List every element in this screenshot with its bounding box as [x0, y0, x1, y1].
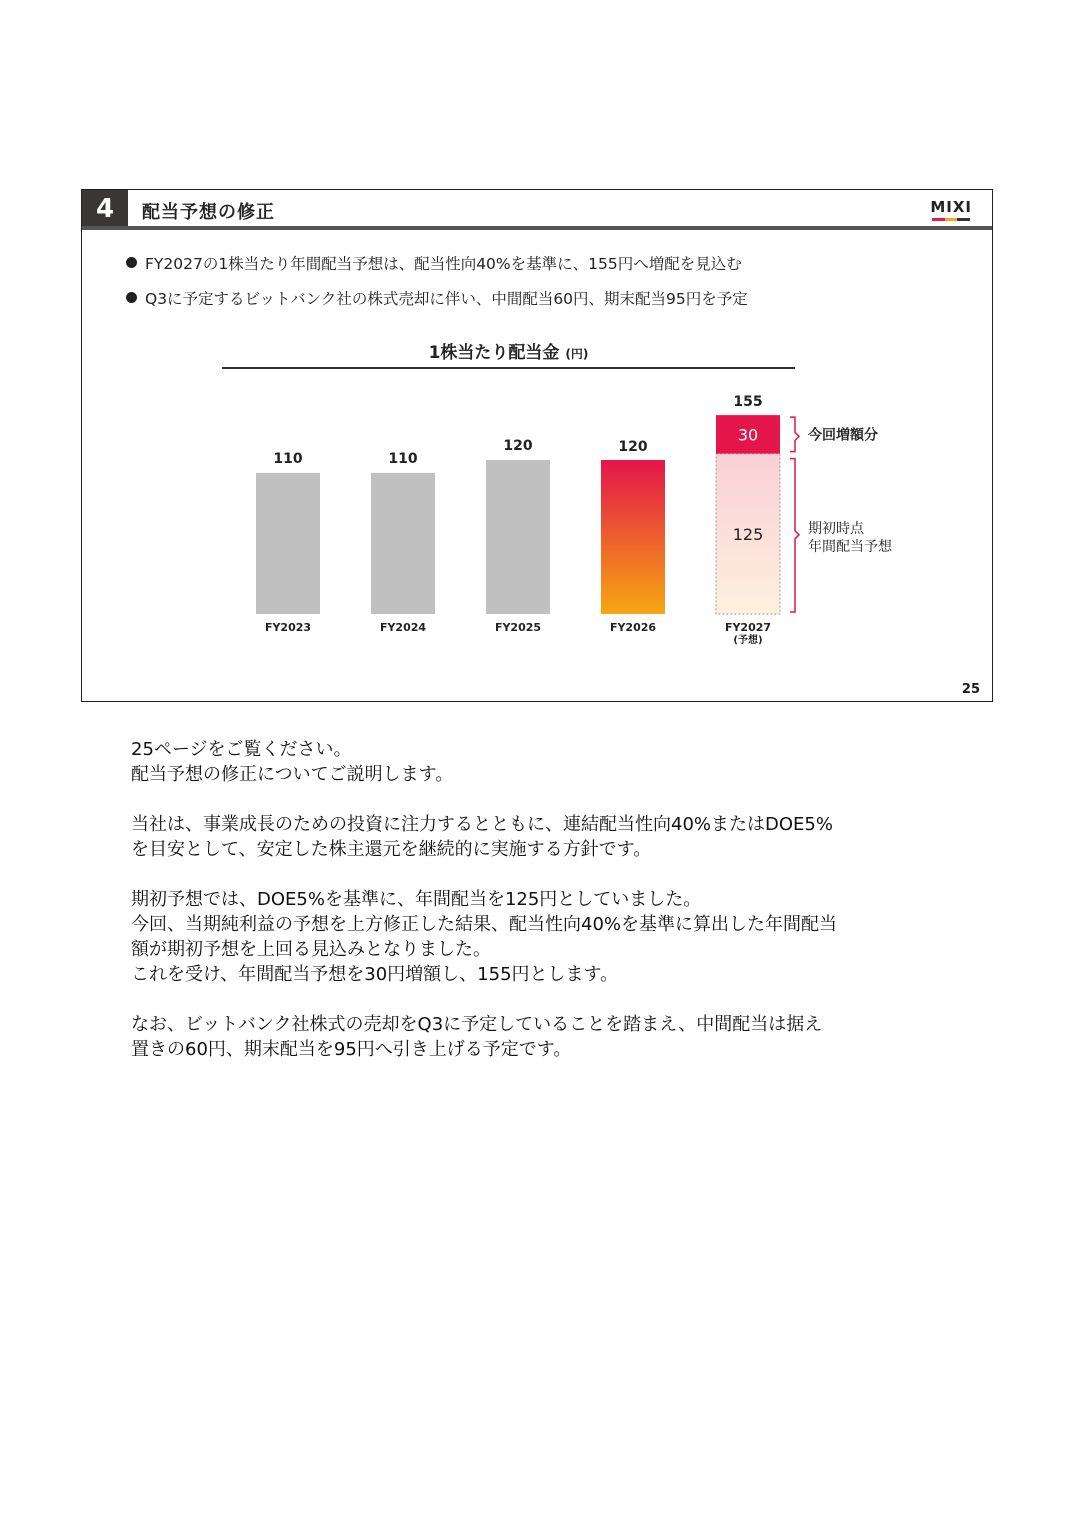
initial-annotation-line1: 期初時点	[808, 520, 864, 537]
increase-value-label: 30	[737, 425, 759, 445]
bar-total-label: 155	[733, 394, 763, 411]
bar-fy2023	[256, 473, 320, 614]
x-tick-sublabel: (予想)	[733, 635, 763, 646]
notes-line: なお、ビットバンク社株式の売却をQ3に予定していることを踏まえ、中間配当は据え	[131, 1014, 823, 1035]
chart-unit: (円)	[565, 347, 589, 361]
x-tick-label: FY2025	[494, 621, 542, 634]
bar-value-label: 120	[503, 438, 533, 455]
slide	[81, 189, 993, 702]
notes-line: 当社は、事業成長のための投資に注力するとともに、連結配当性向40%またはDOE5%	[131, 814, 833, 835]
initial-bracket	[790, 459, 799, 612]
bar-value-label: 120	[618, 439, 648, 456]
notes-line: 額が期初予想を上回る見込みとなりました。	[131, 939, 491, 960]
x-tick-label: FY2026	[609, 621, 657, 634]
notes-paragraph	[131, 1012, 961, 1062]
notes-line: これを受け、年間配当予想を30円増額し、155円とします。	[131, 964, 619, 985]
x-tick-label: FY2027	[724, 621, 772, 634]
notes-line: を目安として、安定した株主還元を継続的に実施する方針です。	[131, 839, 652, 860]
notes-paragraph	[131, 812, 961, 862]
notes-line: 置きの60円、期末配当を95円へ引き上げる予定です。	[131, 1039, 572, 1060]
notes-line: 25ページをご覧ください。	[131, 739, 352, 760]
bar-fy2026	[601, 460, 665, 614]
section-title: 配当予想の修正	[142, 202, 275, 223]
page-number: 25	[961, 682, 980, 697]
notes-line: 配当予想の修正についてご説明します。	[131, 764, 454, 785]
bullet-text: FY2027の1株当たり年間配当予想は、配当性向40%を基準に、155円へ増配を見込む	[145, 254, 742, 273]
increase-annotation: 今回増額分	[808, 427, 878, 444]
initial-value-label: 125	[732, 524, 764, 544]
bar-fy2025	[486, 460, 550, 614]
bar-value-label: 110	[273, 450, 303, 467]
increase-bracket	[790, 417, 799, 451]
x-tick-label: FY2023	[264, 621, 312, 634]
bullet-text: Q3に予定するビットバンク社の株式売却に伴い、中間配当60円、期末配当95円を予定	[145, 289, 748, 308]
mixi-logo: MIXI	[930, 198, 972, 216]
notes-line: 今回、当期純利益の予想を上方修正した結果、配当性向40%を基準に算出した年間配当	[131, 914, 838, 935]
initial-annotation-line2: 年間配当予想	[808, 538, 892, 555]
notes-paragraph	[131, 887, 961, 987]
dividend-bar-chart	[82, 190, 992, 701]
x-tick-label: FY2024	[379, 621, 427, 634]
notes-line: 期初予想では、DOE5%を基準に、年間配当を125円としていました。	[131, 889, 702, 910]
bar-fy2024	[371, 473, 435, 614]
notes-paragraph	[131, 737, 961, 787]
chart-title-text: 1株当たり配当金	[428, 343, 560, 363]
section-number-badge: 4	[82, 190, 128, 228]
bar-value-label: 110	[388, 450, 418, 467]
speaker-notes	[131, 737, 961, 1087]
